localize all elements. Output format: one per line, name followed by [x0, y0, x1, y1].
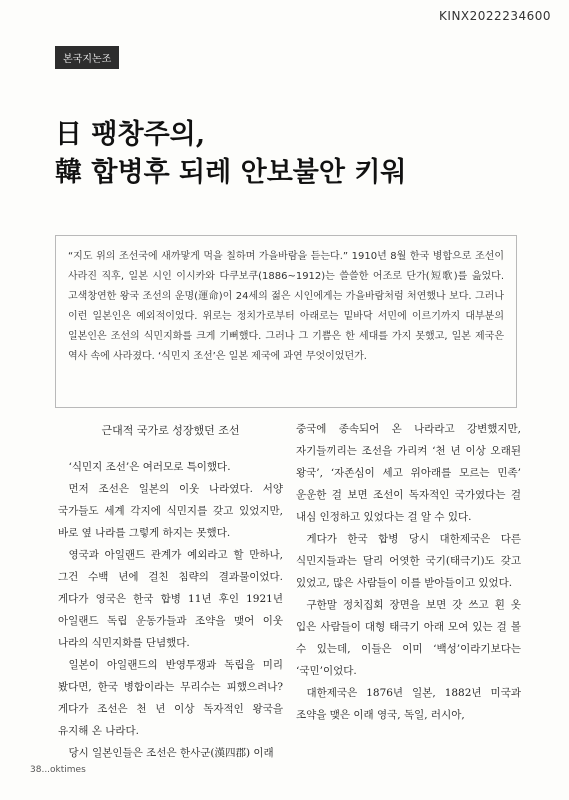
title-line-2: 韓 합병후 되레 안보불안 키워 — [55, 157, 407, 188]
paragraph: 구한말 정치집회 장면을 보면 갓 쓰고 흰 옷 입은 사람들이 대형 태극기 아래 모여 있는 걸 볼 수 있는데, 이들은 이미 ‘백성’이라기보다는 ‘국민’이었다. — [296, 599, 521, 677]
title-line-1: 日 팽창주의, — [55, 119, 206, 150]
paragraph: 먼저 조선은 일본의 이웃 나라였다. 서양 국가들도 세계 각지에 식민지를 갖고 있었지만, 바로 옆 나라를 그렇게 하지는 못했다. — [58, 483, 283, 539]
section-subhead: 근대적 국가로 성장했던 조선 — [101, 424, 240, 437]
lead-text: “지도 위의 조선국에 새까맣게 먹을 칠하며 가을바람을 듣는다.” 1910년 8월 한국 병합으로 조선이 사라진 직후, 일본 시인 이시카와 다쿠보쿠(1886~1912)는 쓸쓸한 어조로 단가(短歌)를 읊었다. 고색창연한 왕국 조선의 운명(運命)이 24세의 젊은 시인에게는 가을바람처럼 처연했나 보다. 그러나 이런 일본인은 예외적이었다. 위로는 정치가로부터 아래로는 밑바닥 서민에 이르기까지 대부분의 일본인은 조선의 식민지화를 크게 기뻐했다. 그러나 그 기쁨은 한 세대를 가지 못했고, 일본 제국은 역사 속에 사라졌다. ‘식민지 조선’은 일본 제국에 과연 무엇이었던가. — [68, 251, 504, 362]
paragraph: 게다가 한국 합병 당시 대한제국은 다른 식민지들과는 달리 어엿한 국기(태극기)도 갖고 있었고, 많은 사람들이 이를 받아들이고 있었다. — [296, 533, 521, 589]
paragraph: 일본이 아일랜드의 반영투쟁과 독립을 미리 봤다면, 한국 병합이라는 무리수는 피했으려나? 게다가 조선은 천 년 이상 독자적인 왕국을 유지해 온 나라다. — [58, 659, 283, 737]
paragraph: 당시 일본인들은 조선은 한사군(漢四郡) 이래 — [68, 747, 274, 759]
paragraph: 영국과 아일랜드 관계가 예외라고 할 만하나, 그건 수백 년에 걸친 침략의 결과물이었다. 게다가 영국은 한국 합병 11년 후인 1921년 아일랜드 독립 운동가들과 조약을 맺어 이웃 나라의 식민지화를 단념했다. — [58, 549, 283, 649]
body-column-right — [296, 418, 521, 726]
section-tag: 본국지논조 — [55, 46, 119, 69]
page-footer: 38...oktimes — [30, 765, 86, 775]
body-column-left — [58, 418, 283, 764]
paragraph: 중국에 종속되어 온 나라라고 강변했지만, 자기들끼리는 조선을 가리켜 ‘천 년 이상 오래된 왕국’, ‘자존심이 세고 위아래를 모르는 민족’ 운운한 걸 보면 조선이 독자적인 국가였다는 걸 내심 인정하고 있었다는 걸 알 수 있다. — [296, 423, 521, 523]
document-id: KINX2022234600 — [439, 9, 551, 23]
article-title — [55, 116, 525, 192]
paragraph: 대한제국은 1876년 일본, 1882년 미국과 조약을 맺은 이래 영국, 독일, 러시아, — [296, 687, 521, 721]
paragraph: ‘식민지 조선’은 여러모로 특이했다. — [68, 461, 231, 473]
lead-box — [55, 235, 517, 408]
